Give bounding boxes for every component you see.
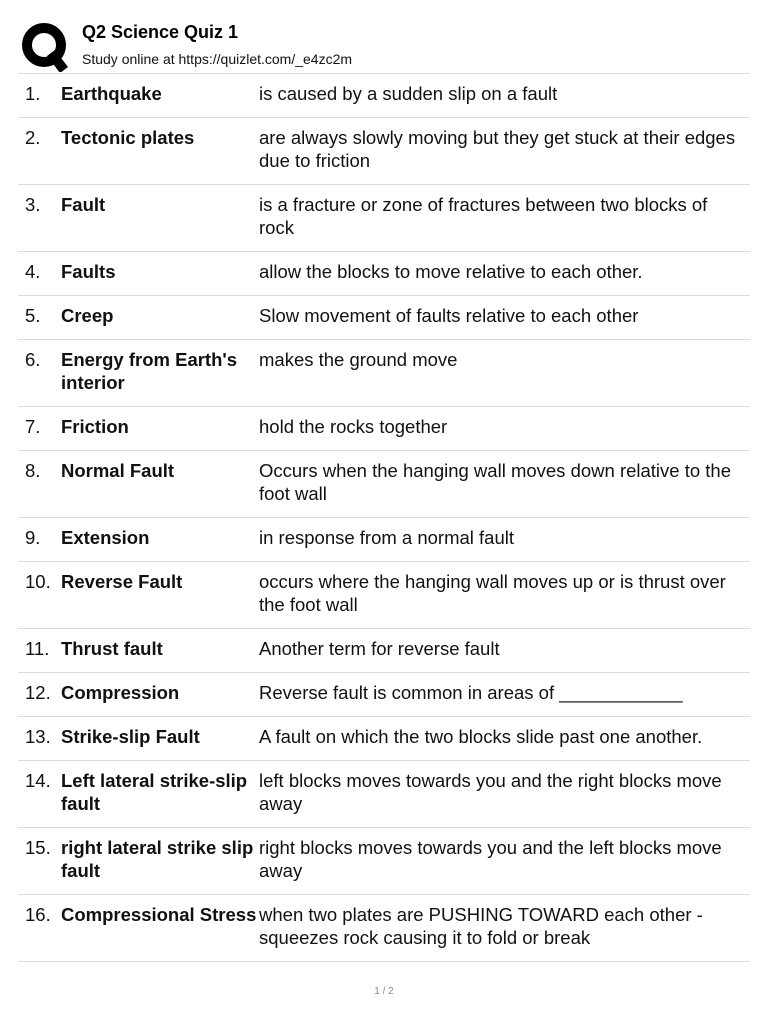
- row-number: 6.: [25, 349, 41, 370]
- definition-text: hold the rocks together: [259, 416, 448, 437]
- table-row: [18, 296, 750, 340]
- term-text: Faults: [61, 261, 116, 282]
- term-text: Compressional Stress: [61, 904, 257, 925]
- table-row: [18, 518, 750, 562]
- term-text: Thrust fault: [61, 638, 163, 659]
- term-text: Extension: [61, 527, 150, 548]
- row-number: 8.: [25, 460, 41, 481]
- term-text: Energy from Earth's interior: [61, 349, 238, 393]
- table-row: [18, 252, 750, 296]
- definition-text: Another term for reverse fault: [259, 638, 500, 659]
- term-text: Normal Fault: [61, 460, 175, 481]
- definition-text: left blocks moves towards you and the right blocks move away: [259, 770, 722, 814]
- row-number: 9.: [25, 527, 41, 548]
- study-online-link-text: Study online at https://quizlet.com/_e4zc2m: [82, 51, 353, 67]
- row-number: 12.: [25, 682, 51, 703]
- definition-text: right blocks moves towards you and the left blocks move away: [259, 837, 722, 881]
- table-row: [18, 828, 750, 895]
- definition-text: A fault on which the two blocks slide past one another.: [259, 726, 703, 747]
- row-number: 7.: [25, 416, 41, 437]
- term-text: Earthquake: [61, 83, 162, 104]
- definition-text: Occurs when the hanging wall moves down relative to the foot wall: [259, 460, 732, 504]
- row-number: 15.: [25, 837, 51, 858]
- term-text: Strike-slip Fault: [61, 726, 200, 747]
- definition-text: in response from a normal fault: [259, 527, 515, 548]
- row-number: 10.: [25, 571, 51, 592]
- table-row: [18, 185, 750, 252]
- term-text: Compression: [61, 682, 180, 703]
- row-number: 5.: [25, 305, 41, 326]
- table-row: [18, 673, 750, 717]
- definition-text: occurs where the hanging wall moves up or is thrust over the foot wall: [259, 571, 726, 615]
- term-text: Left lateral strike-slip fault: [61, 770, 248, 814]
- row-number: 1.: [25, 83, 41, 104]
- row-number: 13.: [25, 726, 51, 747]
- term-text: Tectonic plates: [61, 127, 195, 148]
- term-text: right lateral strike slip fault: [61, 837, 254, 881]
- row-number: 3.: [25, 194, 41, 215]
- table-row: [18, 629, 750, 673]
- row-number: 11.: [25, 638, 50, 659]
- quizlet-q-logo-icon: [20, 20, 72, 72]
- definition-text: Reverse fault is common in areas of ____________: [259, 682, 683, 703]
- definition-text: is a fracture or zone of fractures between two blocks of rock: [259, 194, 708, 238]
- definition-text: allow the blocks to move relative to each other.: [259, 261, 643, 282]
- table-row: [18, 407, 750, 451]
- page-title: Q2 Science Quiz 1: [82, 22, 239, 42]
- table-row: [18, 118, 750, 185]
- row-number: 2.: [25, 127, 41, 148]
- table-row: [18, 562, 750, 629]
- definition-text: is caused by a sudden slip on a fault: [259, 83, 558, 104]
- definition-text: Slow movement of faults relative to each other: [259, 305, 639, 326]
- term-text: Fault: [61, 194, 106, 215]
- page-header: [18, 20, 758, 74]
- definition-text: when two plates are PUSHING TOWARD each other - squeezes rock causing it to fold or break: [259, 904, 703, 948]
- row-number: 16.: [25, 904, 51, 925]
- definition-text: are always slowly moving but they get stuck at their edges due to friction: [259, 127, 736, 171]
- terms-table: [18, 73, 750, 962]
- table-row: [18, 74, 750, 118]
- row-number: 14.: [25, 770, 51, 791]
- row-number: 4.: [25, 261, 41, 282]
- term-text: Friction: [61, 416, 129, 437]
- page-indicator: 1 / 2: [374, 986, 394, 997]
- table-row: [18, 717, 750, 761]
- term-text: Creep: [61, 305, 114, 326]
- table-row: [18, 451, 750, 518]
- table-row: [18, 895, 750, 962]
- table-row: [18, 761, 750, 828]
- definition-text: makes the ground move: [259, 349, 458, 370]
- table-row: [18, 340, 750, 407]
- term-text: Reverse Fault: [61, 571, 183, 592]
